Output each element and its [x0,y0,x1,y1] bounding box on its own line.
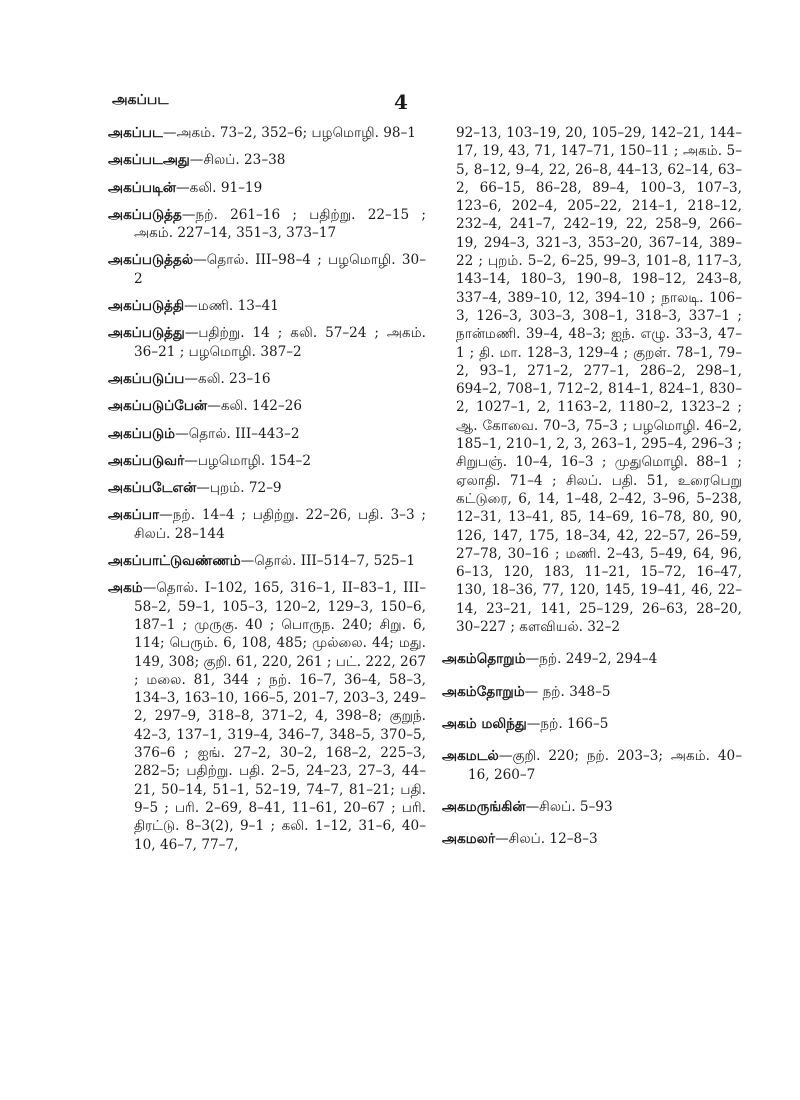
entry-references: —நற். 261–16 ; பதிற்று. 22–15 ; அகம். 227–14, 351–3, 373–17 [134,206,426,242]
entry-references: —நற். 166–5 [526,715,609,732]
entry-term: அகப்படுத்த [108,206,182,223]
entry-references: —சிலப். 23–38 [189,152,286,169]
entry-references: —மணி. 13–41 [184,298,279,315]
index-entry [108,370,426,388]
entry-term: அகம்தோறும் [442,683,525,700]
index-entry [108,552,426,570]
right-column [442,124,742,862]
entry-references: —தொல். III–514–7, 525–1 [240,553,416,570]
entry-term: அகம்தொறும் [442,651,526,668]
index-entry [442,798,742,816]
entry-references: —பதிற்று. 14 ; கலி. 57–24 ; அகம். 36–21 ; பழமொழி. 387–2 [134,325,426,360]
index-entry [108,179,426,197]
index-entry-continued [442,124,742,636]
index-entry [108,425,426,443]
entry-references: —கலி. 91–19 [176,179,263,196]
entry-references: —தொல். I–102, 165, 316–1, II–83–1, III–58–2, 59–1, 105–3, 120–2, 129–3, 150–6, 187–1 ; முருகு. 40 ; பொருந. 240; சிறு. 6, 114; பெரும். 6, 108, 485; முல்லை. 44; மது. 149, 308; குறி. 61, 220, 261 ; பட். 222, 267 ; மலை. 81, 344 ; நற். 16–7, 36–4, 58–3, 134–3, 163–10, 166–5, 201–7, 203–3, 249–2, 297–9, 318–8, 371–2, 4, 398–8; குறுந். 42–3, 137–1, 319–4, 346–7, 348–5, 370–5, 376–6 ; ஐங். 27–2, 30–2, 168–2, 225–3, 282–5; பதிற்று. பதி. 2–5, 24–23, 27–3, 44–21, 50–14, 51–1, 52–19, 74–7, 81–21; பதி. 9–5 ; பரி. 2–69, 8–41, 11–61, 20–67 ; பரி. திரட்டு. 8–3(2), 9–1 ; கலி. 1–12, 31–6, 40–10, 46–7, 77–7, [134,580,426,853]
index-entry [442,683,742,701]
entry-term: அகப்படின் [108,179,177,196]
running-head: அகப்பட [112,92,169,108]
index-entry [108,479,426,497]
entry-term: அகப்படுப்பேன் [108,398,208,415]
entry-references: —அகம். 73–2, 352–6; பழமொழி. 98–1 [162,125,416,141]
entry-references: —தொல். III–443–2 [175,425,300,442]
index-entry [108,506,426,543]
entry-references: —நற். 249–2, 294–4 [525,651,658,668]
entry-references: —பழமொழி. 154–2 [184,452,311,469]
entry-term: அகம் மலிந்து [442,715,527,732]
entry-references: —கலி. 142–26 [207,398,303,415]
entry-term: அகப்படும் [108,425,176,442]
index-entry [442,715,742,733]
entry-references: —புறம். 72–9 [196,480,282,497]
entry-term: அகப்படுத்தி [108,298,185,315]
entry-references: —குறி. 220; நற். 203–3; அகம். 40–16, 260–7 [468,748,742,783]
entry-term: அகப்படுத்து [108,325,185,342]
index-entry [108,297,426,315]
index-entry [108,251,426,288]
entry-term: அகப்பட [108,125,163,141]
index-entry [442,830,742,848]
index-entry [108,124,426,142]
entry-term: அகப்பா [108,507,160,524]
index-entry [108,452,426,470]
index-entry [108,397,426,415]
entry-references: —கலி. 23–16 [184,370,271,387]
entry-term: அகப்படுத்தல் [108,252,194,269]
entry-term: அகப்படுப்ப [108,370,185,387]
entry-term: அகப்படேஎன் [108,480,197,497]
index-entry [108,151,426,169]
entry-references: 92–13, 103–19, 20, 105–29, 142–21, 144–17, 19, 43, 71, 147–71, 150–11 ; அகம். 5–5, 8–12, 9–4, 22, 26–8, 44–13, 62–14, 63–2, 66–15, 86–28, 89–4, 100–3, 107–3, 123–6, 202–4, 205–22, 214–1, 218–12, 232–4, 241–7, 242–19, 22, 258–9, 266–19, 294–3, 321–3, 353–20, 367–14, 389–22 ; புறம். 5–2, 6–25, 99–3, 101–8, 117–3, 143–14, 180–3, 190–8, 198–12, 243–8, 337–4, 389–10, 12, 394–10 ; நாலடி. 106–3, 126–3, 303–3, 308–1, 318–3, 337–1 ; நான்மணி. 39–4, 48–3; ஐந். எழு. 33–3, 47–1 ; தி. மா. 128–3, 129–4 ; குறள். 78–1, 79–2, 93–1, 271–2, 277–1, 286–2, 298–1, 694–2, 708–1, 712–2, 814–1, 824–1, 830–2, 1027–1, 2, 1163–2, 1180–2, 1323–2 ; ஆ. கோவை. 70–3, 75–3 ; பழமொழி. 46–2, 185–1, 210–1, 2, 3, 263–1, 295–4, 296–3 ; சிறுபஞ். 10–4, 16–3 ; முதுமொழி. 88–1 ; ஏலாதி. 71–4 ; சிலப். பதி. 51, உரைபெறு கட்டுரை, 6, 14, 1–48, 2–42, 3–96, 5–238, 12–31, 13–41, 85, 14–69, 16–78, 80, 90, 126, 147, 175, 18–34, 42, 22–57, 26–59, 27–78, 30–16 ; மணி. 2–43, 5–49, 64, 96, 6–13, 120, 183, 11–21, 15–72, 16–47, 130, 18–36, 77, 120, 145, 19–41, 46, 22–14, 23–21, 141, 25–129, 26–63, 28–20, 30–227 ; களவியல். 32–2 [456,125,742,636]
entry-references: —தொல். III–98–4 ; பழமொழி. 30–2 [134,252,426,287]
entry-references: —சிலப். 12–8–3 [495,831,598,848]
index-entry [442,747,742,784]
entry-references: —சிலப். 5–93 [525,798,613,815]
entry-term: அகம் [108,580,143,597]
entry-term: அகமடல் [442,748,499,765]
index-entry [442,650,742,668]
entry-term: அகப்பாட்டுவண்ணம் [108,553,241,570]
entry-term: அகப்படஅது [108,152,190,169]
index-entry [108,206,426,243]
index-entry [108,324,426,361]
entry-references: —நற். 14–4 ; பதிற்று. 22–26, பதி. 3–3 ; சிலப். 28–144 [134,507,426,542]
page-number: 4 [394,90,408,114]
index-entry [108,579,426,853]
entry-term: அகமலர் [442,831,496,848]
left-column [108,124,426,863]
entry-term: அகமருங்கின் [442,798,526,815]
entry-term: அகப்படுவர் [108,452,185,469]
entry-references: — நற். 348–5 [524,683,611,700]
